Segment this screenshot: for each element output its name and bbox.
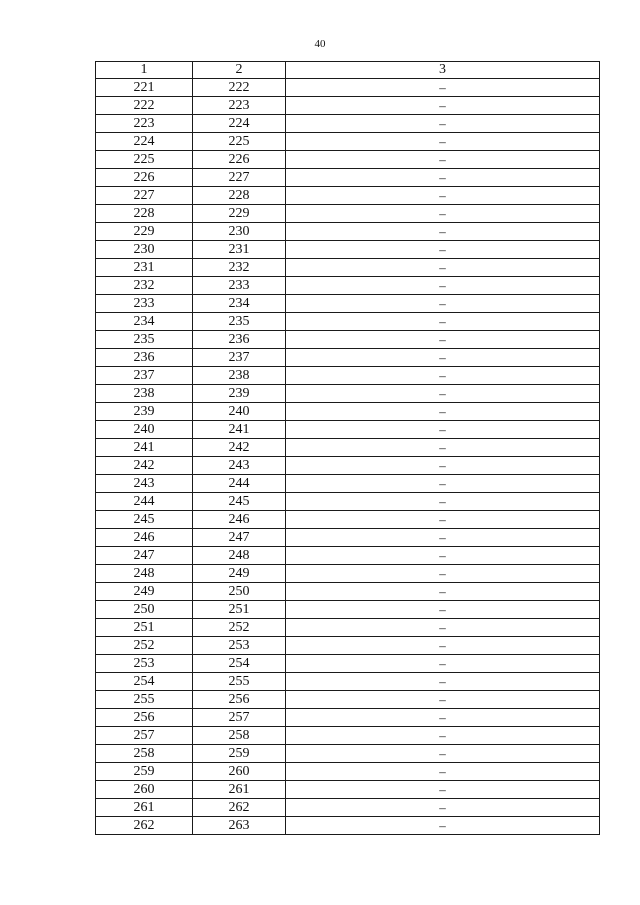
table-cell-col-2: 233 [193,277,286,295]
table-cell-col-2: 235 [193,313,286,331]
table-cell-col-1: 241 [96,439,193,457]
table-row [96,529,600,547]
table-cell-col-1: 261 [96,799,193,817]
table-cell-col-2: 230 [193,223,286,241]
table-cell-col-1: 246 [96,529,193,547]
table-row [96,223,600,241]
table-body [96,79,600,835]
table-row [96,169,600,187]
table-cell-col-3: – [286,313,600,331]
table-cell-col-3: – [286,331,600,349]
table-cell-col-3: – [286,457,600,475]
table-cell-col-2: 260 [193,763,286,781]
table-cell-col-2: 246 [193,511,286,529]
table-row [96,799,600,817]
table-cell-col-2: 252 [193,619,286,637]
table-cell-col-1: 254 [96,673,193,691]
table-row [96,241,600,259]
table-cell-col-1: 259 [96,763,193,781]
table-cell-col-2: 261 [193,781,286,799]
table-cell-col-2: 236 [193,331,286,349]
table-cell-col-2: 224 [193,115,286,133]
table-cell-col-1: 227 [96,187,193,205]
table-row [96,367,600,385]
table-row [96,583,600,601]
table-cell-col-3: – [286,673,600,691]
table-row [96,709,600,727]
table-cell-col-3: – [286,115,600,133]
table-cell-col-3: – [286,565,600,583]
table-row [96,619,600,637]
table-row [96,745,600,763]
table-cell-col-2: 249 [193,565,286,583]
column-header-3: 3 [286,62,600,79]
table-cell-col-1: 225 [96,151,193,169]
table-cell-col-2: 258 [193,727,286,745]
table-cell-col-3: – [286,169,600,187]
table-row [96,79,600,97]
table-cell-col-2: 256 [193,691,286,709]
table-cell-col-1: 252 [96,637,193,655]
table-cell-col-3: – [286,691,600,709]
table-cell-col-2: 238 [193,367,286,385]
table-row [96,313,600,331]
table-cell-col-1: 229 [96,223,193,241]
table-cell-col-3: – [286,223,600,241]
table-cell-col-1: 255 [96,691,193,709]
table-cell-col-3: – [286,637,600,655]
table-cell-col-1: 228 [96,205,193,223]
table-cell-col-3: – [286,79,600,97]
table-cell-col-2: 247 [193,529,286,547]
data-table [95,61,600,835]
table-cell-col-2: 248 [193,547,286,565]
table-cell-col-3: – [286,475,600,493]
table-cell-col-1: 240 [96,421,193,439]
table-cell-col-3: – [286,421,600,439]
table-cell-col-2: 250 [193,583,286,601]
table-header-row [96,62,600,79]
table-cell-col-2: 262 [193,799,286,817]
table-cell-col-3: – [286,727,600,745]
table-cell-col-1: 242 [96,457,193,475]
table-cell-col-2: 225 [193,133,286,151]
table-cell-col-3: – [286,511,600,529]
table-cell-col-1: 235 [96,331,193,349]
table-cell-col-3: – [286,151,600,169]
table-cell-col-2: 263 [193,817,286,835]
table-row [96,547,600,565]
table-row [96,781,600,799]
table-cell-col-3: – [286,367,600,385]
column-header-2: 2 [193,62,286,79]
table-cell-col-2: 234 [193,295,286,313]
table-cell-col-2: 237 [193,349,286,367]
table-cell-col-2: 232 [193,259,286,277]
table-row [96,187,600,205]
table-row [96,97,600,115]
table-cell-col-1: 232 [96,277,193,295]
table-cell-col-1: 221 [96,79,193,97]
table-cell-col-3: – [286,817,600,835]
table-cell-col-2: 227 [193,169,286,187]
table-row [96,403,600,421]
table-cell-col-1: 253 [96,655,193,673]
table-cell-col-3: – [286,439,600,457]
table-cell-col-3: – [286,799,600,817]
table-cell-col-1: 237 [96,367,193,385]
table-cell-col-1: 248 [96,565,193,583]
table-cell-col-2: 240 [193,403,286,421]
table-cell-col-2: 239 [193,385,286,403]
table-cell-col-3: – [286,583,600,601]
table-cell-col-3: – [286,709,600,727]
table-cell-col-1: 226 [96,169,193,187]
table-cell-col-3: – [286,349,600,367]
table-cell-col-2: 231 [193,241,286,259]
table-row [96,457,600,475]
table-cell-col-2: 243 [193,457,286,475]
table-cell-col-3: – [286,529,600,547]
table-cell-col-1: 231 [96,259,193,277]
table-row [96,151,600,169]
table-cell-col-2: 226 [193,151,286,169]
table-row [96,349,600,367]
table-cell-col-1: 234 [96,313,193,331]
table-cell-col-2: 242 [193,439,286,457]
table-row [96,259,600,277]
table-row [96,601,600,619]
table-cell-col-1: 238 [96,385,193,403]
table-cell-col-3: – [286,763,600,781]
table-cell-col-3: – [286,745,600,763]
table-row [96,655,600,673]
table-cell-col-1: 249 [96,583,193,601]
table-cell-col-3: – [286,385,600,403]
table-row [96,115,600,133]
table-cell-col-2: 251 [193,601,286,619]
table-cell-col-1: 244 [96,493,193,511]
table-row [96,727,600,745]
table-row [96,295,600,313]
table-cell-col-2: 254 [193,655,286,673]
table-cell-col-2: 244 [193,475,286,493]
table-row [96,385,600,403]
table-cell-col-3: – [286,655,600,673]
table-cell-col-2: 223 [193,97,286,115]
table-cell-col-3: – [286,493,600,511]
table-cell-col-3: – [286,241,600,259]
table-cell-col-1: 256 [96,709,193,727]
table-cell-col-1: 224 [96,133,193,151]
table-row [96,205,600,223]
table-cell-col-1: 222 [96,97,193,115]
table-cell-col-2: 245 [193,493,286,511]
column-header-1: 1 [96,62,193,79]
table-cell-col-3: – [286,205,600,223]
table-cell-col-1: 251 [96,619,193,637]
table-row [96,475,600,493]
table-cell-col-1: 250 [96,601,193,619]
table-cell-col-1: 239 [96,403,193,421]
table-row [96,673,600,691]
table-cell-col-2: 229 [193,205,286,223]
table-cell-col-3: – [286,781,600,799]
table-cell-col-1: 262 [96,817,193,835]
table-cell-col-2: 222 [193,79,286,97]
table-cell-col-3: – [286,187,600,205]
table-cell-col-1: 236 [96,349,193,367]
table-row [96,331,600,349]
table-cell-col-2: 253 [193,637,286,655]
table-row [96,691,600,709]
table-cell-col-1: 260 [96,781,193,799]
table-cell-col-3: – [286,403,600,421]
table-cell-col-1: 258 [96,745,193,763]
table-row [96,763,600,781]
table-cell-col-3: – [286,295,600,313]
table-cell-col-2: 257 [193,709,286,727]
table-row [96,511,600,529]
table-row [96,133,600,151]
table-cell-col-1: 247 [96,547,193,565]
table-cell-col-1: 243 [96,475,193,493]
table-cell-col-3: – [286,547,600,565]
table-cell-col-3: – [286,133,600,151]
table-cell-col-3: – [286,259,600,277]
table-row [96,493,600,511]
table-row [96,637,600,655]
table-cell-col-2: 259 [193,745,286,763]
table-row [96,421,600,439]
table-cell-col-2: 241 [193,421,286,439]
table-cell-col-3: – [286,601,600,619]
table-cell-col-1: 233 [96,295,193,313]
table-row [96,565,600,583]
table-cell-col-3: – [286,97,600,115]
table-cell-col-3: – [286,277,600,295]
table-cell-col-1: 223 [96,115,193,133]
table-cell-col-1: 230 [96,241,193,259]
table-cell-col-2: 255 [193,673,286,691]
table-row [96,277,600,295]
page-number: 40 [314,38,326,50]
table-cell-col-1: 245 [96,511,193,529]
table-cell-col-1: 257 [96,727,193,745]
table-cell-col-2: 228 [193,187,286,205]
table-cell-col-3: – [286,619,600,637]
table-row [96,439,600,457]
table-row [96,817,600,835]
